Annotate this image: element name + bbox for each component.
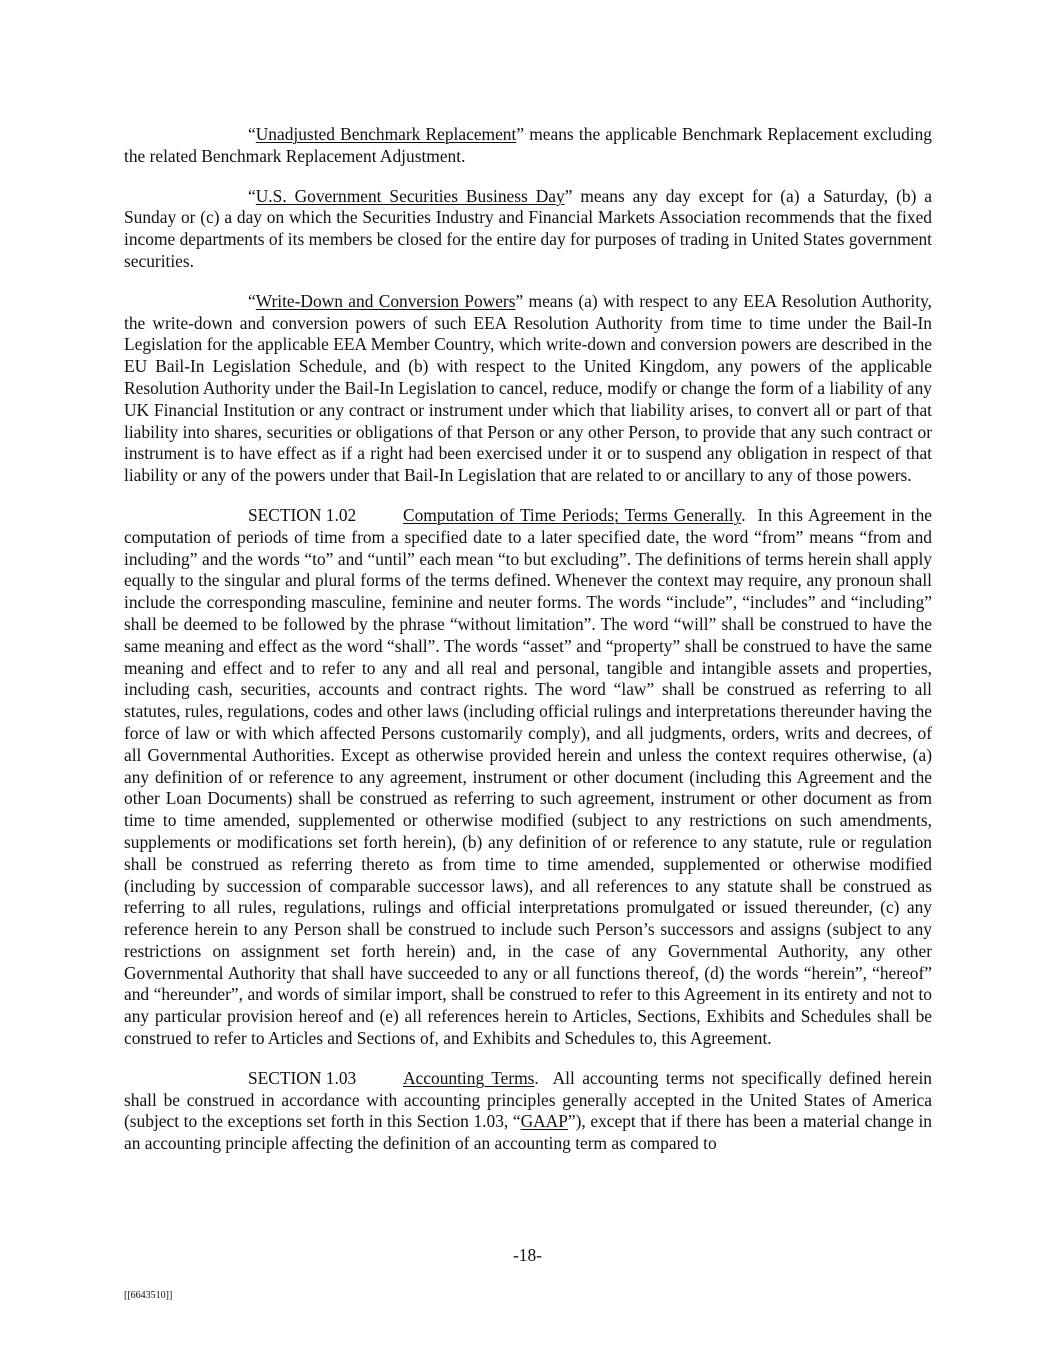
defined-term: U.S. Government Securities Business Day xyxy=(255,185,565,206)
section-text: All accounting terms not specifically defined herein shall be construed in accordance with accounting principles generally accepted in the United States of America (subject to the exceptions set forth in this Section 1.03, “ xyxy=(124,1067,932,1132)
definition-write-down-and-conversion-powers: “Write-Down and Conversion Powers” means (a) with respect to any EEA Resolution Authority, the write-down and conversion powers of such EEA Resolution Authority from time to time under the Bail-In Legislation for the applicable EEA Member Country, which write-down and conversion powers are described in the EU Bail-In Legislation Schedule, and (b) with respect to the United Kingdom, any powers of the applicable Resolution Authority under the Bail-In Legislation to cancel, reduce, modify or change the form of a liability of any UK Financial Institution or any contract or instrument under which that liability arises, to convert all or part of that liability into shares, securities or obligations of that Person or any other Person, to provide that any such contract or instrument is to have effect as if a right had been exercised under it or to suspend any obligation in respect of that liability or any of the powers under that Bail-In Legislation that are related to or ancillary to any of those powers. xyxy=(124,290,932,486)
definition-us-government-securities-business-day: “U.S. Government Securities Business Day” means any day except for (a) a Saturday, (b) a Sunday or (c) a day on which the Securities Industry and Financial Markets Association recommends that the fixed income departments of its members be closed for the entire day for purposes of trading in United States government securities. xyxy=(124,185,932,271)
section-1-02: SECTION 1.02 Computation of Time Periods; Terms Generally. In this Agreement in the computation of periods of time from a specified date to a later specified date, the word “from” means “from and including” and the words “to” and “until” each mean “to but excluding”. The definitions of terms herein shall apply equally to the singular and plural forms of the terms defined. Whenever the context may require, any pronoun shall include the corresponding masculine, feminine and neuter forms. The words “include”, “includes” and “including” shall be deemed to be followed by the phrase “without limitation”. The word “will” shall be construed to have the same meaning and effect as the word “shall”. The words “asset” and “property” shall be construed to have the same meaning and effect and to refer to any and all real and personal, tangible and intangible assets and properties, including cash, securities, accounts and contract rights. The word “law” shall be construed as referring to all statutes, rules, regulations, codes and other laws (including official rulings and interpretations thereunder having the force of law or with which affected Persons customarily comply), and all judgments, orders, writs and decrees, of all Governmental Authorities. Except as otherwise provided herein and unless the context requires otherwise, (a) any definition of or reference to any agreement, instrument or other document (including this Agreement and the other Loan Documents) shall be construed as referring to such agreement, instrument or other document as from time to time amended, supplemented or otherwise modified (subject to any restrictions on such amendments, supplements or modifications set forth herein), (b) any definition of or reference to any statute, rule or regulation shall be construed as referring thereto as from time to time amended, supplemented or otherwise modified (including by succession of comparable successor laws), and all references to any statute shall be construed as referring to all rules, regulations, rulings and official interpretations promulgated or issued thereunder, (c) any reference herein to any Person shall be construed to include such Person’s successors and assigns (subject to any restrictions on assignment set forth herein) and, in the case of any Governmental Authority, any other Governmental Authority that shall have succeeded to any or all functions thereof, (d) the words “herein”, “hereof” and “hereunder”, and words of similar import, shall be construed to refer to this Agreement in its entirety and not to any particular provision hereof and (e) all references herein to Articles, Sections, Exhibits and Schedules shall be construed to refer to Articles and Sections of, and Exhibits and Schedules to, this Agreement. xyxy=(124,504,932,1049)
definition-unadjusted-benchmark-replacement: “Unadjusted Benchmark Replacement” means the applicable Benchmark Replacement excluding the related Benchmark Replacement Adjustment. xyxy=(124,124,933,166)
section-text: In this Agreement in the computation of periods of time from a specified date to a later specified date, the word “from” means “from and including” and the words “to” and “until” each mean “to but excluding”. The definitions of terms herein shall apply equally to the singular and plural forms of the terms defined. Whenever the context may require, any pronoun shall include the corresponding masculine, feminine and neuter forms. The words “include”, “includes” and “including” shall be deemed to be followed by the phrase “without limitation”. The word “will” shall be construed to have the same meaning and effect as the word “shall”. The words “asset” and “property” shall be construed to have the same meaning and effect and to refer to any and all real and personal, tangible and intangible assets and properties, including cash, securities, accounts and contract rights. The word “law” shall be construed as referring to all statutes, rules, regulations, codes and other laws (including official rulings and interpretations thereunder having the force of law or with which affected Persons customarily comply), and all judgments, orders, writs and decrees, of all Governmental Authorities. Except as otherwise provided herein and unless the context requires otherwise, (a) any definition of or reference to any agreement, instrument or other document (including this Agreement and the other Loan Documents) shall be construed as referring to such agreement, instrument or other document as from time to time amended, supplemented or otherwise modified (subject to any restrictions on such amendments, supplements or modifications set forth herein), (b) any definition of or reference to any statute, rule or regulation shall be construed as referring thereto as from time to time amended, supplemented or otherwise modified (including by succession of comparable successor laws), and all references to any statute shall be construed as referring to all rules, regulations, rulings and official interpretations promulgated or issued thereunder, (c) any reference herein to any Person shall be construed to include such Person’s successors and assigns (subject to any restrictions on assignment set forth herein) and, in the case of any Governmental Authority, any other Governmental Authority that shall have succeeded to any or all functions thereof, (d) the words “herein”, “hereof” and “hereunder”, and words of similar import, shall be construed to refer to this Agreement in its entirety and not to any particular provision hereof and (e) all references herein to Articles, Sections, Exhibits and Schedules shall be construed to refer to Articles and Sections of, and Exhibits and Schedules to, this Agreement. xyxy=(124,504,932,1049)
document-id: [[6643510]] xyxy=(124,1290,173,1301)
section-number: SECTION 1.02 xyxy=(248,504,357,525)
document-body xyxy=(124,124,932,1173)
defined-term: GAAP xyxy=(520,1111,568,1132)
section-text-continued: ”), except that if there has been a material change in an accounting principle affecting the definition of an accounting term as compared to xyxy=(124,1111,933,1154)
section-1-03: SECTION 1.03 Accounting Terms. All accounting terms not specifically defined herein shall be construed in accordance with accounting principles generally accepted in the United States of America (subject to the exceptions set forth in this Section 1.03, “GAAP”), except that if there has been a material change in an accounting principle affecting the definition of an accounting term as compared to xyxy=(124,1067,933,1154)
section-title: Computation of Time Periods; Terms Generally xyxy=(403,504,742,525)
defined-term: Write-Down and Conversion Powers xyxy=(255,290,516,311)
section-number: SECTION 1.03 xyxy=(248,1067,357,1088)
page-number: -18- xyxy=(513,1245,542,1265)
section-title: Accounting Terms xyxy=(403,1067,535,1088)
defined-term: Unadjusted Benchmark Replacement xyxy=(255,124,517,144)
